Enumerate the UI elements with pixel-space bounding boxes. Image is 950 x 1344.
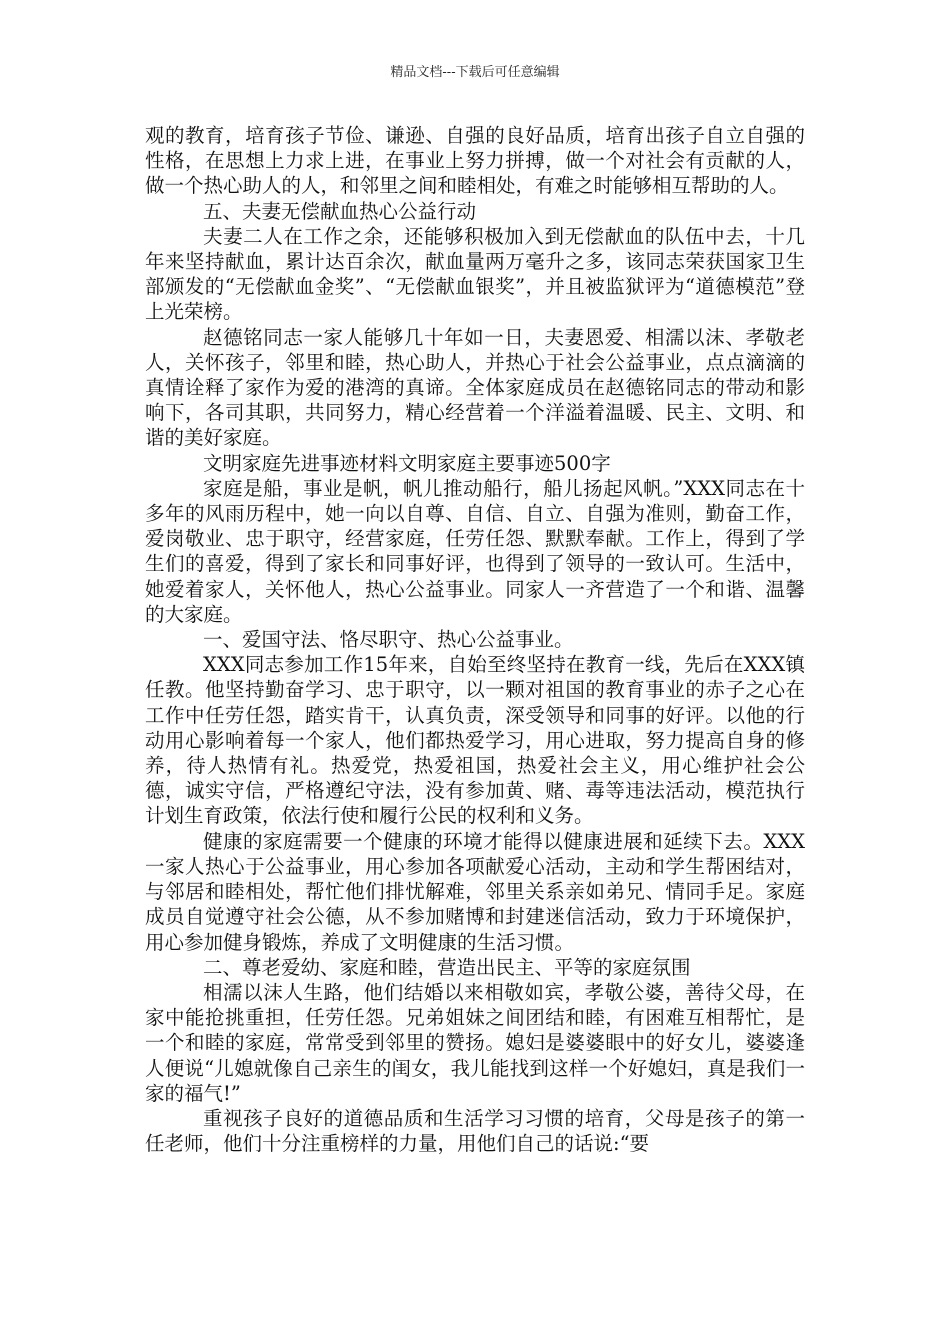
- article-title: 文明家庭先进事迹材料文明家庭主要事迹500字: [203, 451, 611, 475]
- paragraph: 夫妻二人在工作之余，还能够积极加入到无偿献血的队伍中去，十几年来坚持献血，累计达百余次，献血量两万毫升之多，该同志荣获国家卫生部颁发的“无偿献血金奖”、“无偿献血银奖”，并且被监狱评为“道德模范”登上光荣榜。: [145, 224, 805, 324]
- section-heading: 二、尊老爱幼、家庭和睦，营造出民主、平等的家庭氛围: [203, 955, 691, 979]
- paragraph: XXX同志参加工作15年来，自始至终坚持在教育一线，先后在XXX镇任教。他坚持勤奋学习、忠于职守，以一颗对祖国的教育事业的赤子之心在工作中任劳任怨，踏实肯干，认真负责，深受领导和同事的好评。以他的行动用心影响着每一个家人，他们都热爱学习，用心进取，努力提高自身的修养，待人热情有礼。热爱党，热爱祖国，热爱社会主义，用心维护社会公德，诚实守信，严格遵纪守法，没有参加黄、赌、毒等违法活动，模范执行计划生育政策，依法行使和履行公民的权利和义务。: [145, 653, 805, 828]
- paragraph: 健康的家庭需要一个健康的环境才能得以健康进展和延续下去。XXX一家人热心于公益事业，用心参加各项献爱心活动，主动和学生帮困结对，与邻居和睦相处，帮忙他们排忧解难，邻里关系亲如弟兄、情同手足。家庭成员自觉遵守社会公德，从不参加赌博和封建迷信活动，致力于环境保护，用心参加健身锻炼，养成了文明健康的生活习惯。: [145, 829, 805, 954]
- paragraph: 观的教育，培育孩子节俭、谦逊、自强的良好品质，培育出孩子自立自强的性格，在思想上力求上进，在事业上努力拼搏，做一个对社会有贡献的人，做一个热心助人的人，和邻里之间和睦相处，有难之时能够相互帮助的人。: [145, 124, 805, 198]
- paragraph: 赵德铭同志一家人能够几十年如一日，夫妻恩爱、相濡以沫、孝敬老人，关怀孩子，邻里和睦，热心助人，并热心于社会公益事业，点点滴滴的真情诠释了家作为爱的港湾的真谛。全体家庭成员在赵德铭同志的带动和影响下，各司其职，共同努力，精心经营着一个洋溢着温暖、民主、文明、和谐的美好家庭。: [145, 325, 805, 450]
- document-body: [145, 123, 805, 1156]
- section-heading: 一、爱国守法、恪尽职守、热心公益事业。: [203, 628, 574, 652]
- section-heading: 五、夫妻无偿献血热心公益行动: [203, 199, 477, 223]
- paragraph: 相濡以沫人生路，他们结婚以来相敬如宾，孝敬公婆，善待父母，在家中能抢挑重担，任劳任怨。兄弟姐妹之间团结和睦，有困难互相帮忙，是一个和睦的家庭，常常受到邻里的赞扬。媳妇是婆婆眼中的好女儿，婆婆逢人便说“儿媳就像自己亲生的闺女，我儿能找到这样一个好媳妇，真是我们一家的福气!”: [145, 980, 805, 1105]
- paragraph: 家庭是船，事业是帆，帆儿推动船行，船儿扬起风帆。”XXX同志在十多年的风雨历程中，她一向以自尊、自信、自立、自强为准则，勤奋工作，爱岗敬业、忠于职守，经营家庭，任劳任怨、默默奉献。工作上，得到了学生们的喜爱，得到了家长和同事好评，也得到了领导的一致认可。生活中，她爱着家人，关怀他人，热心公益事业。同家人一齐营造了一个和谐、温馨的大家庭。: [145, 476, 805, 626]
- paragraph: 重视孩子良好的道德品质和生活学习习惯的培育，父母是孩子的第一任老师，他们十分注重榜样的力量，用他们自己的话说:“要: [145, 1106, 805, 1156]
- page-header: 精品文档---下载后可任意编辑: [390, 65, 560, 80]
